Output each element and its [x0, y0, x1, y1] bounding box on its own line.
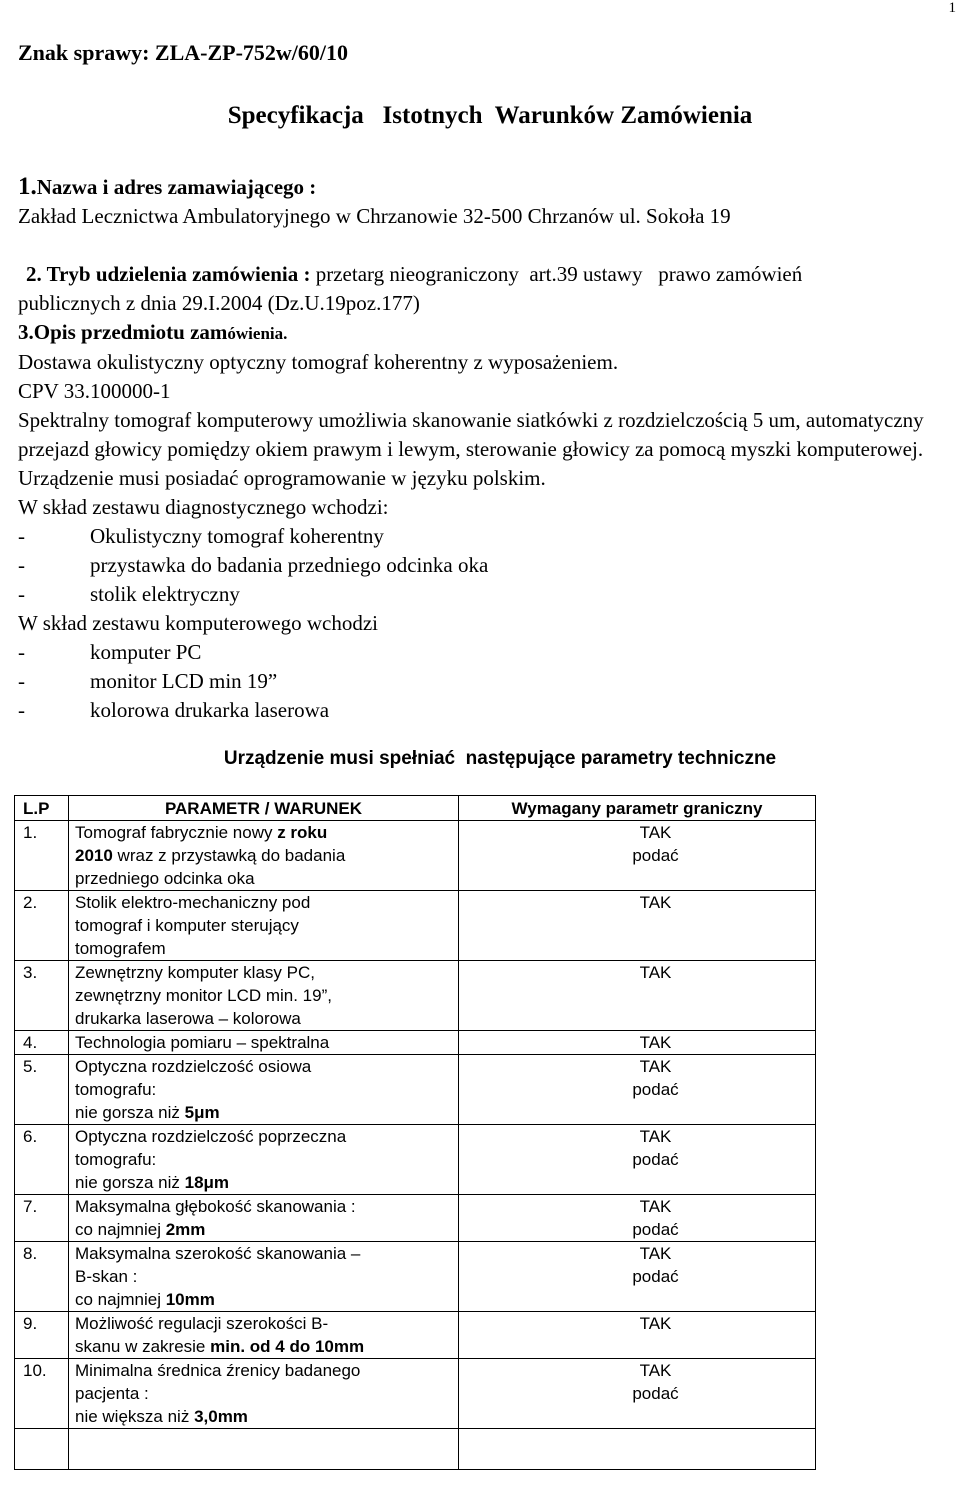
table-row [15, 821, 816, 891]
parameter-text: co najmniej [75, 1290, 166, 1309]
required-value-cell [459, 1195, 816, 1242]
delivery-text: Dostawa okulistyczny optyczny tomograf koherentny z wyposażeniem. [18, 350, 619, 374]
required-flag: TAK [639, 893, 672, 912]
parameter-value-bold: 3,0mm [194, 1407, 248, 1426]
parameter-line [75, 1265, 455, 1288]
list-item: - przystawka do badania przedniego odcinka oka [18, 553, 489, 577]
required-flag: TAK [639, 1127, 672, 1146]
required-value-cell [459, 891, 816, 961]
required-flag: TAK [639, 1361, 672, 1380]
section-3 [18, 318, 953, 725]
row-number: 4. [15, 1031, 69, 1055]
parameter-text: Stolik elektro-mechaniczny pod [75, 893, 311, 912]
table-row [15, 961, 816, 1031]
parameter-text: tomograf i komputer sterujący [75, 916, 299, 935]
diagnostic-set-intro: W skład zestawu diagnostycznego wchodzi: [18, 495, 389, 519]
parameter-cell [69, 1125, 459, 1195]
column-header-lp: L.P [15, 796, 69, 821]
parameter-text: tomografu: [75, 1080, 157, 1099]
parameter-value-bold: 2mm [165, 1220, 206, 1239]
cpv-code: CPV 33.100000-1 [18, 379, 171, 403]
parameter-text: tomografem [75, 939, 166, 958]
list-item: - komputer PC [18, 640, 202, 664]
section-3-heading-b: ówienia. [227, 324, 288, 343]
required-flag: TAK [639, 963, 672, 982]
row-number: 8. [15, 1242, 69, 1312]
parameter-line [75, 1101, 455, 1124]
row-number: 3. [15, 961, 69, 1031]
parameter-line [75, 1195, 455, 1218]
parameter-line [75, 1335, 455, 1358]
parameter-value-bold: 2010 [75, 846, 113, 865]
parameter-text: zewnętrzny monitor LCD min. 19”, [75, 986, 332, 1005]
row-number: 1. [15, 821, 69, 891]
required-value-cell [459, 1242, 816, 1312]
parameter-line [75, 891, 455, 914]
table-row [15, 1031, 816, 1055]
parameter-cell [69, 1429, 459, 1470]
parameter-text: Optyczna rozdzielczość poprzeczna [75, 1127, 347, 1146]
required-flag: TAK [639, 823, 672, 842]
row-number: 9. [15, 1312, 69, 1359]
parameter-line [75, 1242, 455, 1265]
value-to-specify: podać [632, 1080, 679, 1099]
parameter-line [75, 1055, 455, 1078]
parameter-cell [69, 891, 459, 961]
parameter-text: tomografu: [75, 1150, 157, 1169]
section-1-address: Zakład Lecznictwa Ambulatoryjnego w Chrzanowie 32-500 Chrzanów ul. Sokoła 19 [18, 204, 731, 228]
required-value-cell [459, 1055, 816, 1125]
table-row [15, 1242, 816, 1312]
parameter-text: wraz z przystawką do badania [112, 846, 346, 865]
column-header-required-value: Wymagany parametr graniczny [459, 796, 816, 821]
parameter-line [75, 937, 455, 960]
row-number: 10. [15, 1359, 69, 1429]
required-value-cell [459, 1031, 816, 1055]
parameter-text: nie gorsza niż [75, 1103, 185, 1122]
parameter-text: B-skan : [75, 1267, 138, 1286]
section-2-text-2: publicznych z dnia 29.I.2004 (Dz.U.19poz.177) [18, 291, 420, 315]
row-number [15, 1429, 69, 1470]
value-to-specify: podać [632, 1384, 679, 1403]
parameter-cell [69, 1312, 459, 1359]
parameter-text: Maksymalna szerokość skanowania – [75, 1244, 361, 1263]
table-row [15, 1195, 816, 1242]
parameter-line [75, 1359, 455, 1382]
computer-set-intro: W skład zestawu komputerowego wchodzi [18, 611, 379, 635]
column-header-parameter: PARAMETR / WARUNEK [69, 796, 459, 821]
list-item: - monitor LCD min 19” [18, 669, 278, 693]
row-number: 6. [15, 1125, 69, 1195]
section-2-line-1 [18, 260, 953, 289]
value-to-specify: podać [632, 1150, 679, 1169]
parameter-line [75, 1148, 455, 1171]
parameter-text: Zewnętrzny komputer klasy PC, [75, 963, 315, 982]
parameter-text: Możliwość regulacji szerokości B- [75, 1314, 329, 1333]
parameter-line [75, 867, 455, 890]
parameter-value-bold: 5μm [184, 1103, 220, 1122]
parameter-text: skanu w zakresie [75, 1337, 211, 1356]
parameter-text: co najmniej [75, 1220, 166, 1239]
case-number: Znak sprawy: ZLA-ZP-752w/60/10 [18, 40, 349, 65]
value-to-specify: podać [632, 846, 679, 865]
required-flag: TAK [639, 1057, 672, 1076]
section-1-number: 1. [18, 173, 37, 200]
section-1 [18, 172, 953, 231]
parameter-value-bold: 18μm [184, 1173, 230, 1192]
parameter-line [75, 1288, 455, 1311]
parameter-line [75, 1171, 455, 1194]
page-number: 1 [948, 0, 956, 16]
table-row [15, 1359, 816, 1429]
parameter-line [75, 844, 455, 867]
parameter-text: pacjenta : [75, 1384, 149, 1403]
table-row [15, 1055, 816, 1125]
list-item: - stolik elektryczny [18, 582, 240, 606]
parameter-cell [69, 1055, 459, 1125]
section-3-heading-a: 3.Opis przedmiotu zam [18, 320, 228, 344]
required-value-cell [459, 1312, 816, 1359]
parameter-line [75, 1031, 455, 1054]
parameter-line [75, 1078, 455, 1101]
required-value-cell [459, 1125, 816, 1195]
parameter-line [75, 961, 455, 984]
required-flag: TAK [639, 1314, 672, 1333]
parameter-text: przedniego odcinka oka [75, 869, 255, 888]
parameter-line [75, 1405, 455, 1428]
parameter-text: nie większa niż [75, 1407, 195, 1426]
required-flag: TAK [639, 1244, 672, 1263]
section-1-heading [18, 172, 953, 202]
table-row [15, 1125, 816, 1195]
required-flag: TAK [639, 1033, 672, 1052]
parameter-text: Optyczna rozdzielczość osiowa [75, 1057, 312, 1076]
section-2-text-1: przetarg nieograniczony art.39 ustawy prawo zamówień [310, 262, 803, 286]
parameter-cell [69, 1242, 459, 1312]
table-body [15, 821, 816, 1470]
required-value-cell [459, 1359, 816, 1429]
parameters-heading: Urządzenie musi spełniać następujące parametry techniczne [223, 748, 777, 769]
value-to-specify: podać [632, 1220, 679, 1239]
parameter-line [75, 914, 455, 937]
parameter-line [75, 1007, 455, 1030]
description-text: Spektralny tomograf komputerowy umożliwia skanowanie siatkówki z rozdzielczością 5 um, automatyczny przejazd głowicy pomiędzy okiem prawym i lewym, sterowanie głowicy za pomocą myszki komputerowej. Urządzenie musi posiadać oprogramowanie w języku polskim. [18, 408, 924, 490]
parameter-cell [69, 1359, 459, 1429]
parameter-cell [69, 961, 459, 1031]
row-number: 2. [15, 891, 69, 961]
list-item: - kolorowa drukarka laserowa [18, 698, 330, 722]
parameter-text: nie gorsza niż [75, 1173, 185, 1192]
parameter-line [75, 1312, 455, 1335]
table-row [15, 1429, 816, 1470]
parameter-value-bold: min. od 4 do 10mm [210, 1337, 365, 1356]
parameter-text: Maksymalna głębokość skanowania : [75, 1197, 356, 1216]
required-value-cell [459, 1429, 816, 1470]
parameter-value-bold: 10mm [165, 1290, 215, 1309]
section-3-heading [18, 318, 953, 348]
parameter-text: Minimalna średnica źrenicy badanego [75, 1361, 361, 1380]
parameter-text: Technologia pomiaru – spektralna [75, 1033, 330, 1052]
parameter-line [75, 1382, 455, 1405]
parameter-line [75, 821, 455, 844]
parameter-text: Tomograf fabrycznie nowy [75, 823, 278, 842]
list-item: - Okulistyczny tomograf koherentny [18, 524, 384, 548]
document-title: Specyfikacja Istotnych Warunków Zamówienia [227, 102, 753, 129]
section-2-heading: 2. Tryb udzielenia zamówienia : [26, 262, 311, 286]
required-value-cell [459, 961, 816, 1031]
parameter-line [75, 1125, 455, 1148]
parameter-cell [69, 821, 459, 891]
parameter-text: drukarka laserowa – kolorowa [75, 1009, 301, 1028]
required-value-cell [459, 821, 816, 891]
value-to-specify: podać [632, 1267, 679, 1286]
parameter-cell [69, 1195, 459, 1242]
table-row [15, 1312, 816, 1359]
row-number: 5. [15, 1055, 69, 1125]
table-header-row [15, 796, 816, 821]
row-number: 7. [15, 1195, 69, 1242]
parameter-cell [69, 1031, 459, 1055]
section-2 [18, 260, 953, 318]
required-flag: TAK [639, 1197, 672, 1216]
parameter-line [75, 1218, 455, 1241]
parameter-line [75, 984, 455, 1007]
parameters-table [14, 795, 816, 1470]
section-1-heading-text: Nazwa i adres zamawiającego : [36, 175, 317, 199]
parameter-value-bold: z roku [277, 823, 328, 842]
table-row [15, 891, 816, 961]
